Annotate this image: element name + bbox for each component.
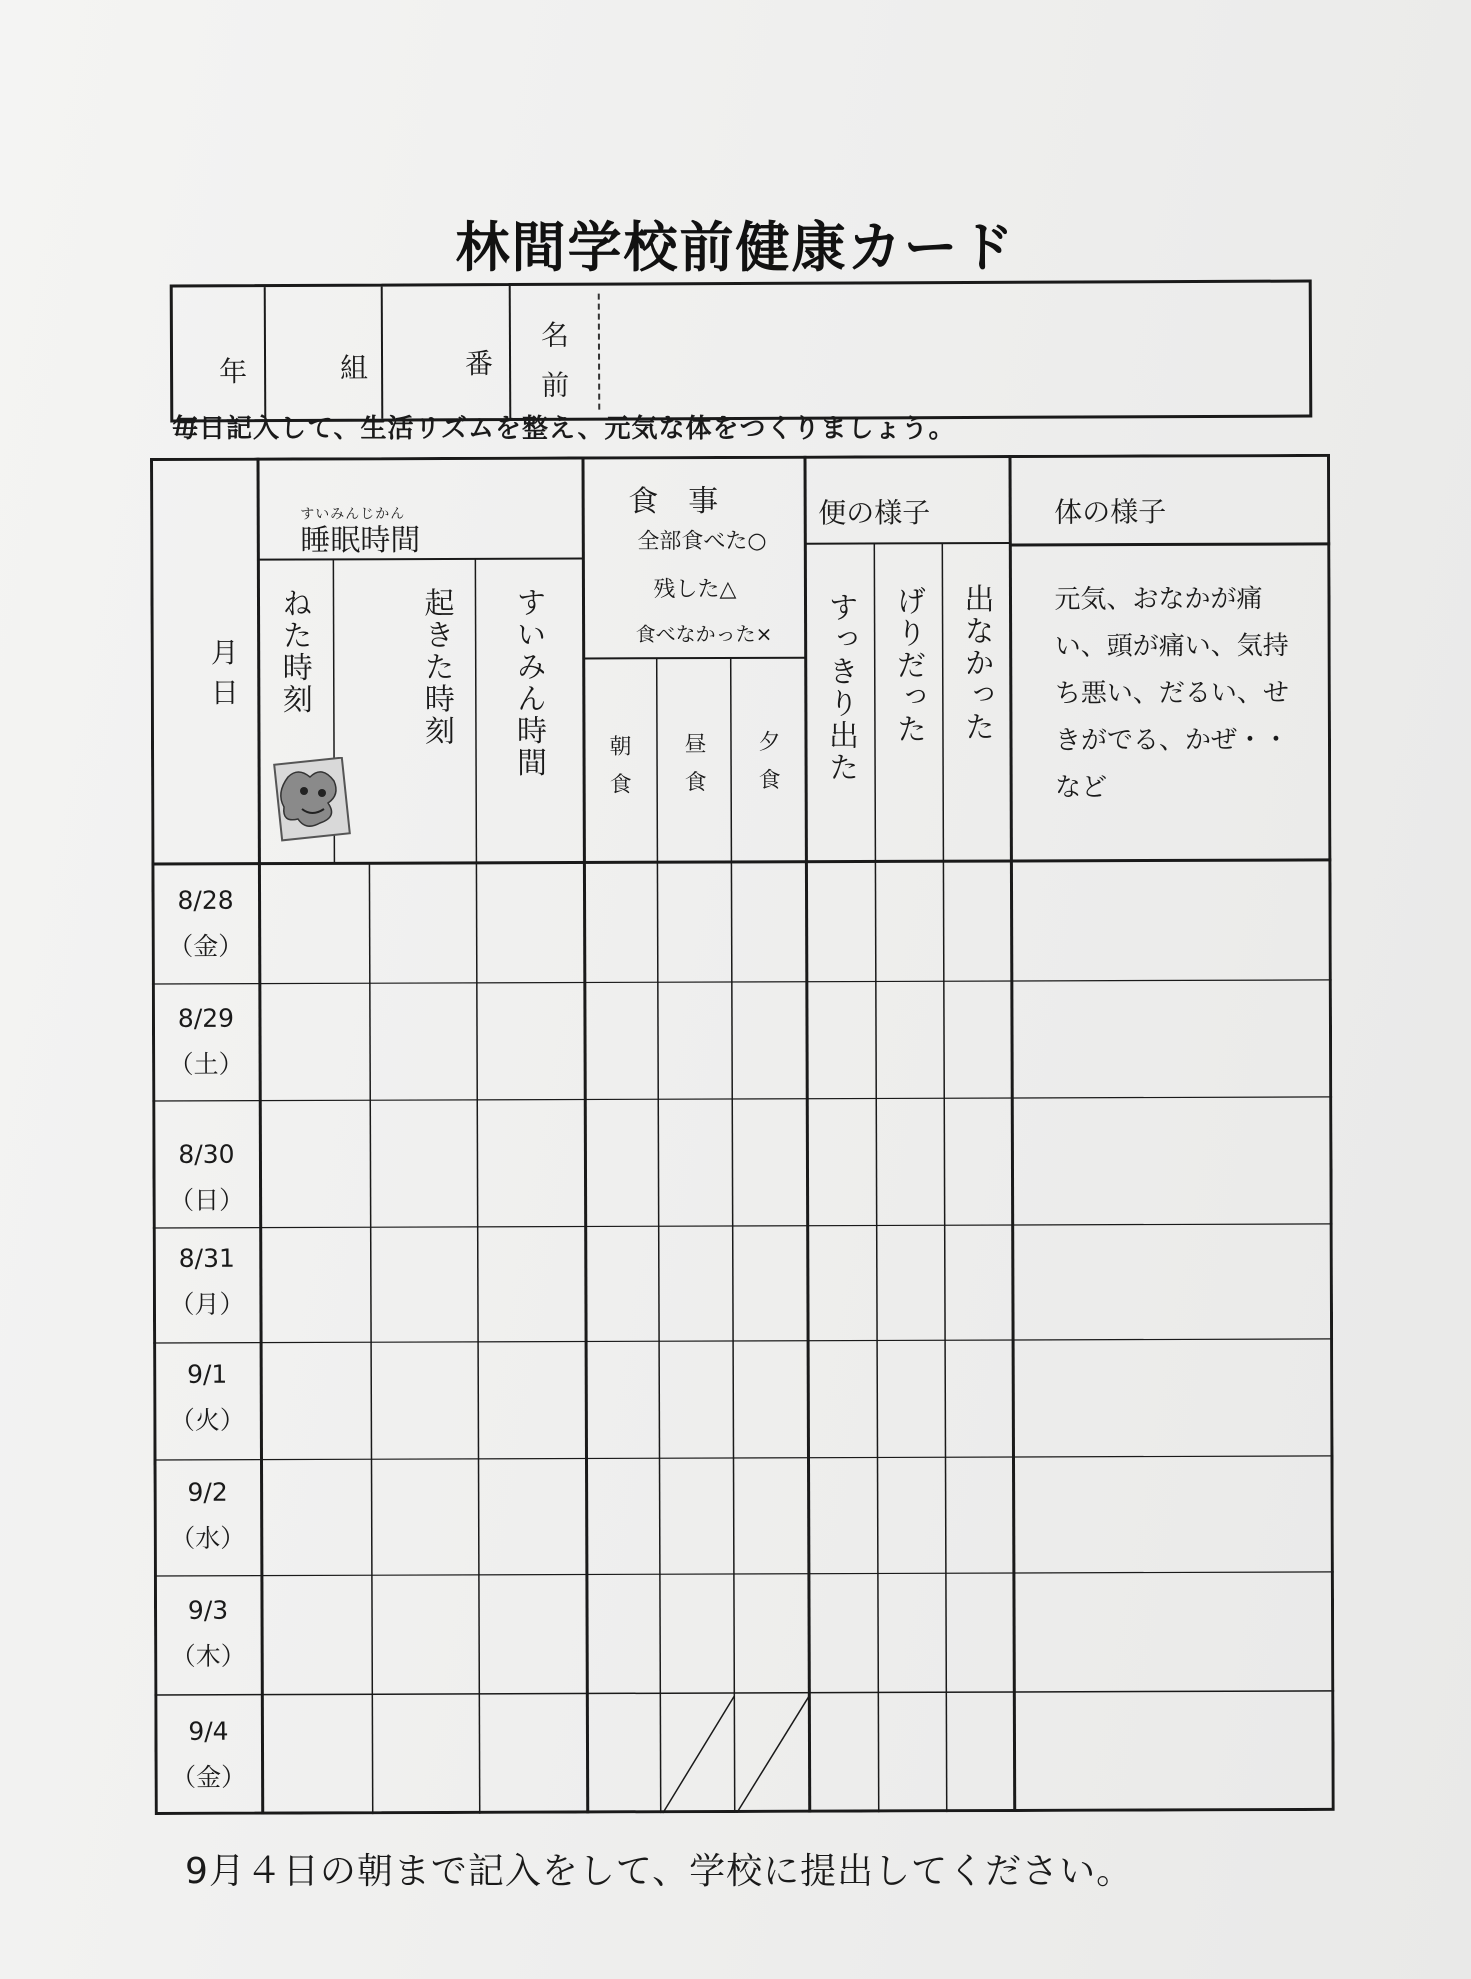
row-date: 9/3 [187,1595,229,1625]
row-date: 9/2 [187,1477,228,1507]
sticker-icon [272,757,352,842]
meal-legend-none: 食べなかった× [635,621,773,647]
row-weekday: （金） [168,931,244,961]
row-weekday: （水） [170,1523,246,1553]
col-stool-good: すっきり出た [822,591,859,784]
date-row-5 [154,1470,262,1562]
class-label: 組 [339,351,369,385]
row-weekday: （月） [169,1289,245,1319]
year-label: 年 [219,355,248,389]
col-stool-diarrhea: げりだった [890,585,927,746]
col-sleep-duration: すいみん時間 [510,586,547,779]
date-row-7 [154,1709,262,1801]
stool-header: 便の様子 [818,496,931,530]
year-field[interactable] [173,287,267,419]
name-label-top: 名 [540,318,570,352]
footer-note: 9月４日の朝まで記入をして、学校に提出してください。 [185,1851,1134,1892]
col-waketime: 起きた時刻 [418,586,455,748]
row-weekday: （金） [171,1762,247,1792]
name-field[interactable] [603,283,1310,418]
row-date: 9/4 [188,1716,229,1746]
date-row-2 [152,1132,260,1224]
number-field[interactable] [383,286,512,419]
date-row-6 [154,1588,262,1680]
row-weekday: （日） [169,1185,245,1215]
sleep-header: 睡眠時間 [300,523,421,559]
col-bedtime: ねた時刻 [276,587,312,716]
student-info-box [170,280,1313,423]
row-date: 8/29 [177,1003,235,1033]
date-header: 月日 [206,637,240,718]
col-lunch: 昼食 [680,732,707,809]
name-label-bottom: 前 [541,368,570,402]
row-date: 8/30 [178,1139,235,1169]
date-row-4 [153,1352,261,1444]
meal-legend-left: 残した△ [653,576,737,603]
meal-header: 食 事 [628,484,719,520]
row-date: 9/1 [187,1359,228,1389]
row-date: 8/31 [178,1243,235,1273]
row-weekday: （土） [168,1049,244,1079]
instruction-text: 毎日記入して、生活リズムを整え、元気な体をつくりましょう。 [172,414,956,444]
number-label: 番 [464,347,494,381]
row-weekday: （木） [170,1641,246,1671]
body-header: 体の様子 [1054,495,1167,529]
col-breakfast: 朝食 [605,734,632,811]
row-weekday: （火） [169,1405,245,1435]
date-row-1 [152,996,260,1088]
col-stool-none: 出なかった [958,583,995,744]
health-table [150,454,1335,1815]
date-row-3 [153,1236,261,1328]
sleep-ruby: すいみんじかん [300,506,406,523]
date-row-0 [151,878,259,970]
card-title: 林間学校前健康カード [455,216,1016,279]
row-date: 8/28 [177,885,234,915]
meal-legend-all: 全部食べた○ [637,528,767,555]
name-divider [598,294,601,410]
col-dinner: 夕食 [754,729,781,806]
class-field[interactable] [266,287,384,420]
body-description: 元気、おなかが痛い、頭が痛い、気持ち悪い、だるい、せきがでる、かぜ・・など [1054,584,1290,803]
